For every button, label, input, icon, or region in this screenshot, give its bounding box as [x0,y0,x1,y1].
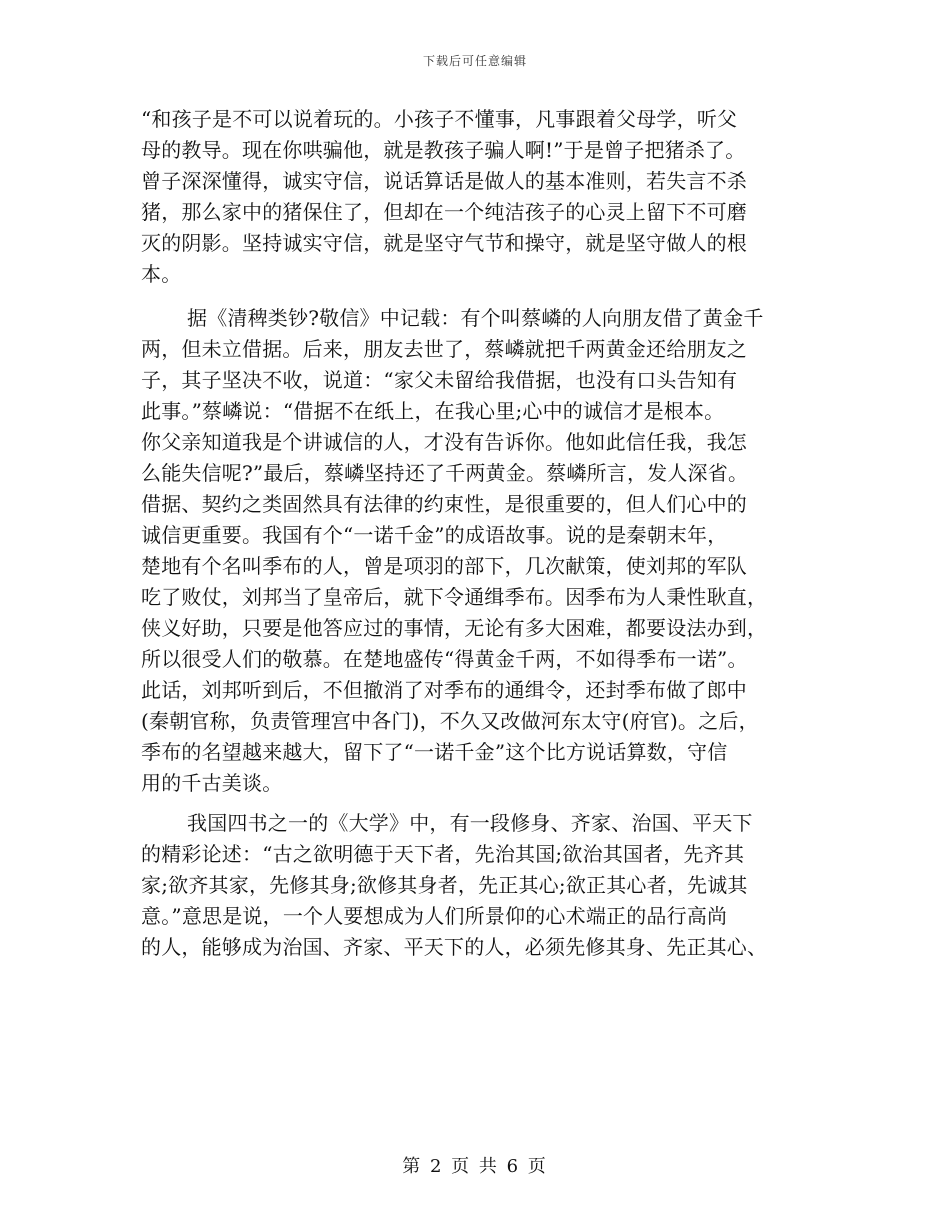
text-line: 家;欲齐其家，先修其身;欲修其身者，先正其心;欲正其心者，先诚其 [141,873,748,897]
paragraph-1 [141,104,811,290]
text-line: 此话，刘邦听到后，不但撤消了对季布的通缉令，还封季布做了郎中 [141,678,747,702]
document-body [141,104,811,963]
text-line: 吃了败仗，刘邦当了皇帝后，就下令通缉季布。因季布为人秉性耿直， [141,585,768,609]
text-line: 侠义好助，只要是他答应过的事情，无论有多大困难，都要设法办到， [141,616,768,640]
page-header: 下载后可任意编辑 [422,54,527,68]
text-line: 的精彩论述：“古之欲明德于天下者，先治其国;欲治其国者，先齐其 [141,842,745,866]
text-line: 母的教导。现在你哄骗他，就是教孩子骗人啊!”于是曾子把猪杀了。 [141,138,746,162]
text-line: 意。”意思是说，一个人要想成为人们所景仰的心术端正的品行高尚 [141,904,728,928]
text-line: 我国四书之一的《大学》中，有一段修身、齐家、治国、平天下 [187,811,753,835]
text-line: 用的千古美谈。 [141,771,283,795]
text-line: 灭的阴影。坚持诚实守信，就是坚守气节和操守，就是坚守做人的根 [141,231,747,255]
text-line: 两，但未立借据。后来，朋友去世了，蔡嶙就把千两黄金还给朋友之 [141,337,747,361]
paragraph-2 [141,303,811,799]
text-line: 借据、契约之类固然具有法律的约束性，是很重要的，但人们心中的 [141,492,747,516]
text-line: 猪，那么家中的猪保住了，但却在一个纯洁孩子的心灵上留下不可磨 [141,200,747,224]
text-line: 此事。”蔡嶙说：“借据不在纸上，在我心里;心中的诚信才是根本。 [141,399,725,423]
text-line: 所以很受人们的敬慕。在楚地盛传“得黄金千两，不如得季布一诺”。 [141,647,748,671]
text-line: 么能失信呢?”最后，蔡嶙坚持还了千两黄金。蔡嶙所言，发人深省。 [141,461,749,485]
text-line: 曾子深深懂得，诚实守信，说话算话是做人的基本准则，若失言不杀 [141,169,747,193]
page-number: 第 2 页 共 6 页 [402,1156,548,1177]
text-line: “和孩子是不可以说着玩的。小孩子不懂事，凡事跟着父母学，听父 [141,107,738,131]
paragraph-3 [141,808,811,963]
text-line: 诚信更重要。我国有个“一诺千金”的成语故事。说的是秦朝末年， [141,523,728,547]
text-line: 据《清稗类钞?敬信》中记载：有个叫蔡嶙的人向朋友借了黄金千 [187,306,764,330]
text-line: 楚地有个名叫季布的人，曾是项羽的部下，几次献策，使刘邦的军队 [141,554,747,578]
text-line: 子，其子坚决不收，说道：“家父未留给我借据，也没有口头告知有 [141,368,738,392]
text-line: 你父亲知道我是个讲诚信的人，才没有告诉你。他如此信任我，我怎 [141,430,747,454]
text-line: 的人，能够成为治国、齐家、平天下的人，必须先修其身、先正其心、 [141,935,768,959]
text-line: 本。 [141,262,182,286]
text-line: (秦朝官称，负责管理宫中各门)，不久又改做河东太守(府官)。之后， [141,709,759,733]
text-line: 季布的名望越来越大，留下了“一诺千金”这个比方说话算数，守信 [141,740,728,764]
